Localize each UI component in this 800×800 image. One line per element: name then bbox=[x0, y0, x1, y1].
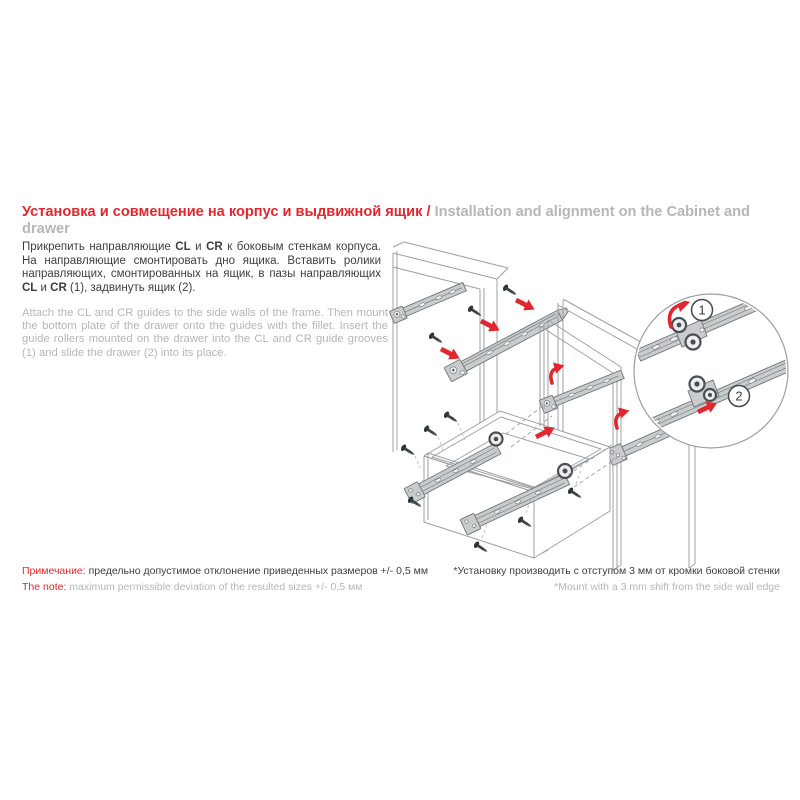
mounting-screw bbox=[467, 305, 484, 319]
instructions-en: Attach the CL and CR guides to the side walls of the frame. Then mount the bottom plate of the drawer onto the guides with the fillet. Insert the guide rollers mounted on the drawer into the CL and CR guide grooves (1) and slide the drawer (2) into its place. bbox=[22, 307, 388, 359]
mounting-screw bbox=[423, 425, 440, 439]
mounting-screw bbox=[443, 411, 460, 425]
guide-rail-mounted-left bbox=[389, 281, 467, 324]
insert-hook-arrow bbox=[616, 408, 630, 429]
callout-1 bbox=[692, 300, 713, 321]
note-left-ru bbox=[22, 564, 428, 580]
text-segment: и bbox=[37, 281, 51, 294]
screw-arrow bbox=[478, 316, 502, 336]
mounting-screw bbox=[400, 444, 417, 458]
guide-code-cl: CL bbox=[175, 241, 191, 253]
note-label-ru: Примечание: bbox=[22, 565, 86, 577]
guide-code-cl: CL bbox=[22, 281, 38, 294]
note-left bbox=[22, 564, 428, 595]
mounting-screw bbox=[428, 332, 445, 346]
offset-note-ru: *Установку производить с отступом 3 мм от кромки боковой стенки bbox=[453, 565, 780, 577]
note-text-ru: предельно допустимое отклонение приведенных размеров +/- 0,5 мм bbox=[85, 565, 429, 577]
guide-code-cr: CR bbox=[206, 241, 223, 253]
note-left-en bbox=[22, 580, 428, 596]
text-segment: (1), задвинуть ящик (2). bbox=[66, 281, 196, 294]
mounting-screw bbox=[502, 284, 519, 298]
callout-2-number: 2 bbox=[735, 388, 743, 404]
note-text-en: maximum permissible deviation of the resulted sizes +/- 0,5 мм bbox=[66, 580, 363, 593]
text-segment: к боковым стенкам корпуса. На направляющие смонтировать дно ящика. Вставить ролики направляющих, смонтированных на ящик, в пазы направляющих bbox=[22, 241, 381, 281]
note-right bbox=[453, 564, 780, 595]
text-segment: Прикрепить направляющие bbox=[22, 241, 176, 253]
page-title-ru: Установка и совмещение на корпус и выдвижной ящик / bbox=[22, 204, 435, 220]
note-label-en: The note: bbox=[22, 580, 67, 593]
callout-2 bbox=[729, 386, 750, 407]
detail-inset bbox=[634, 284, 793, 448]
text-segment: и bbox=[190, 241, 207, 253]
callout-1-number: 1 bbox=[698, 302, 706, 318]
offset-note-en: *Mount with a 3 mm shift from the side wall edge bbox=[554, 580, 780, 593]
page-title-en: Installation and alignment on the Cabinet and drawer bbox=[22, 204, 750, 237]
screw-arrow bbox=[513, 295, 537, 315]
guide-code-cr: CR bbox=[50, 281, 67, 294]
